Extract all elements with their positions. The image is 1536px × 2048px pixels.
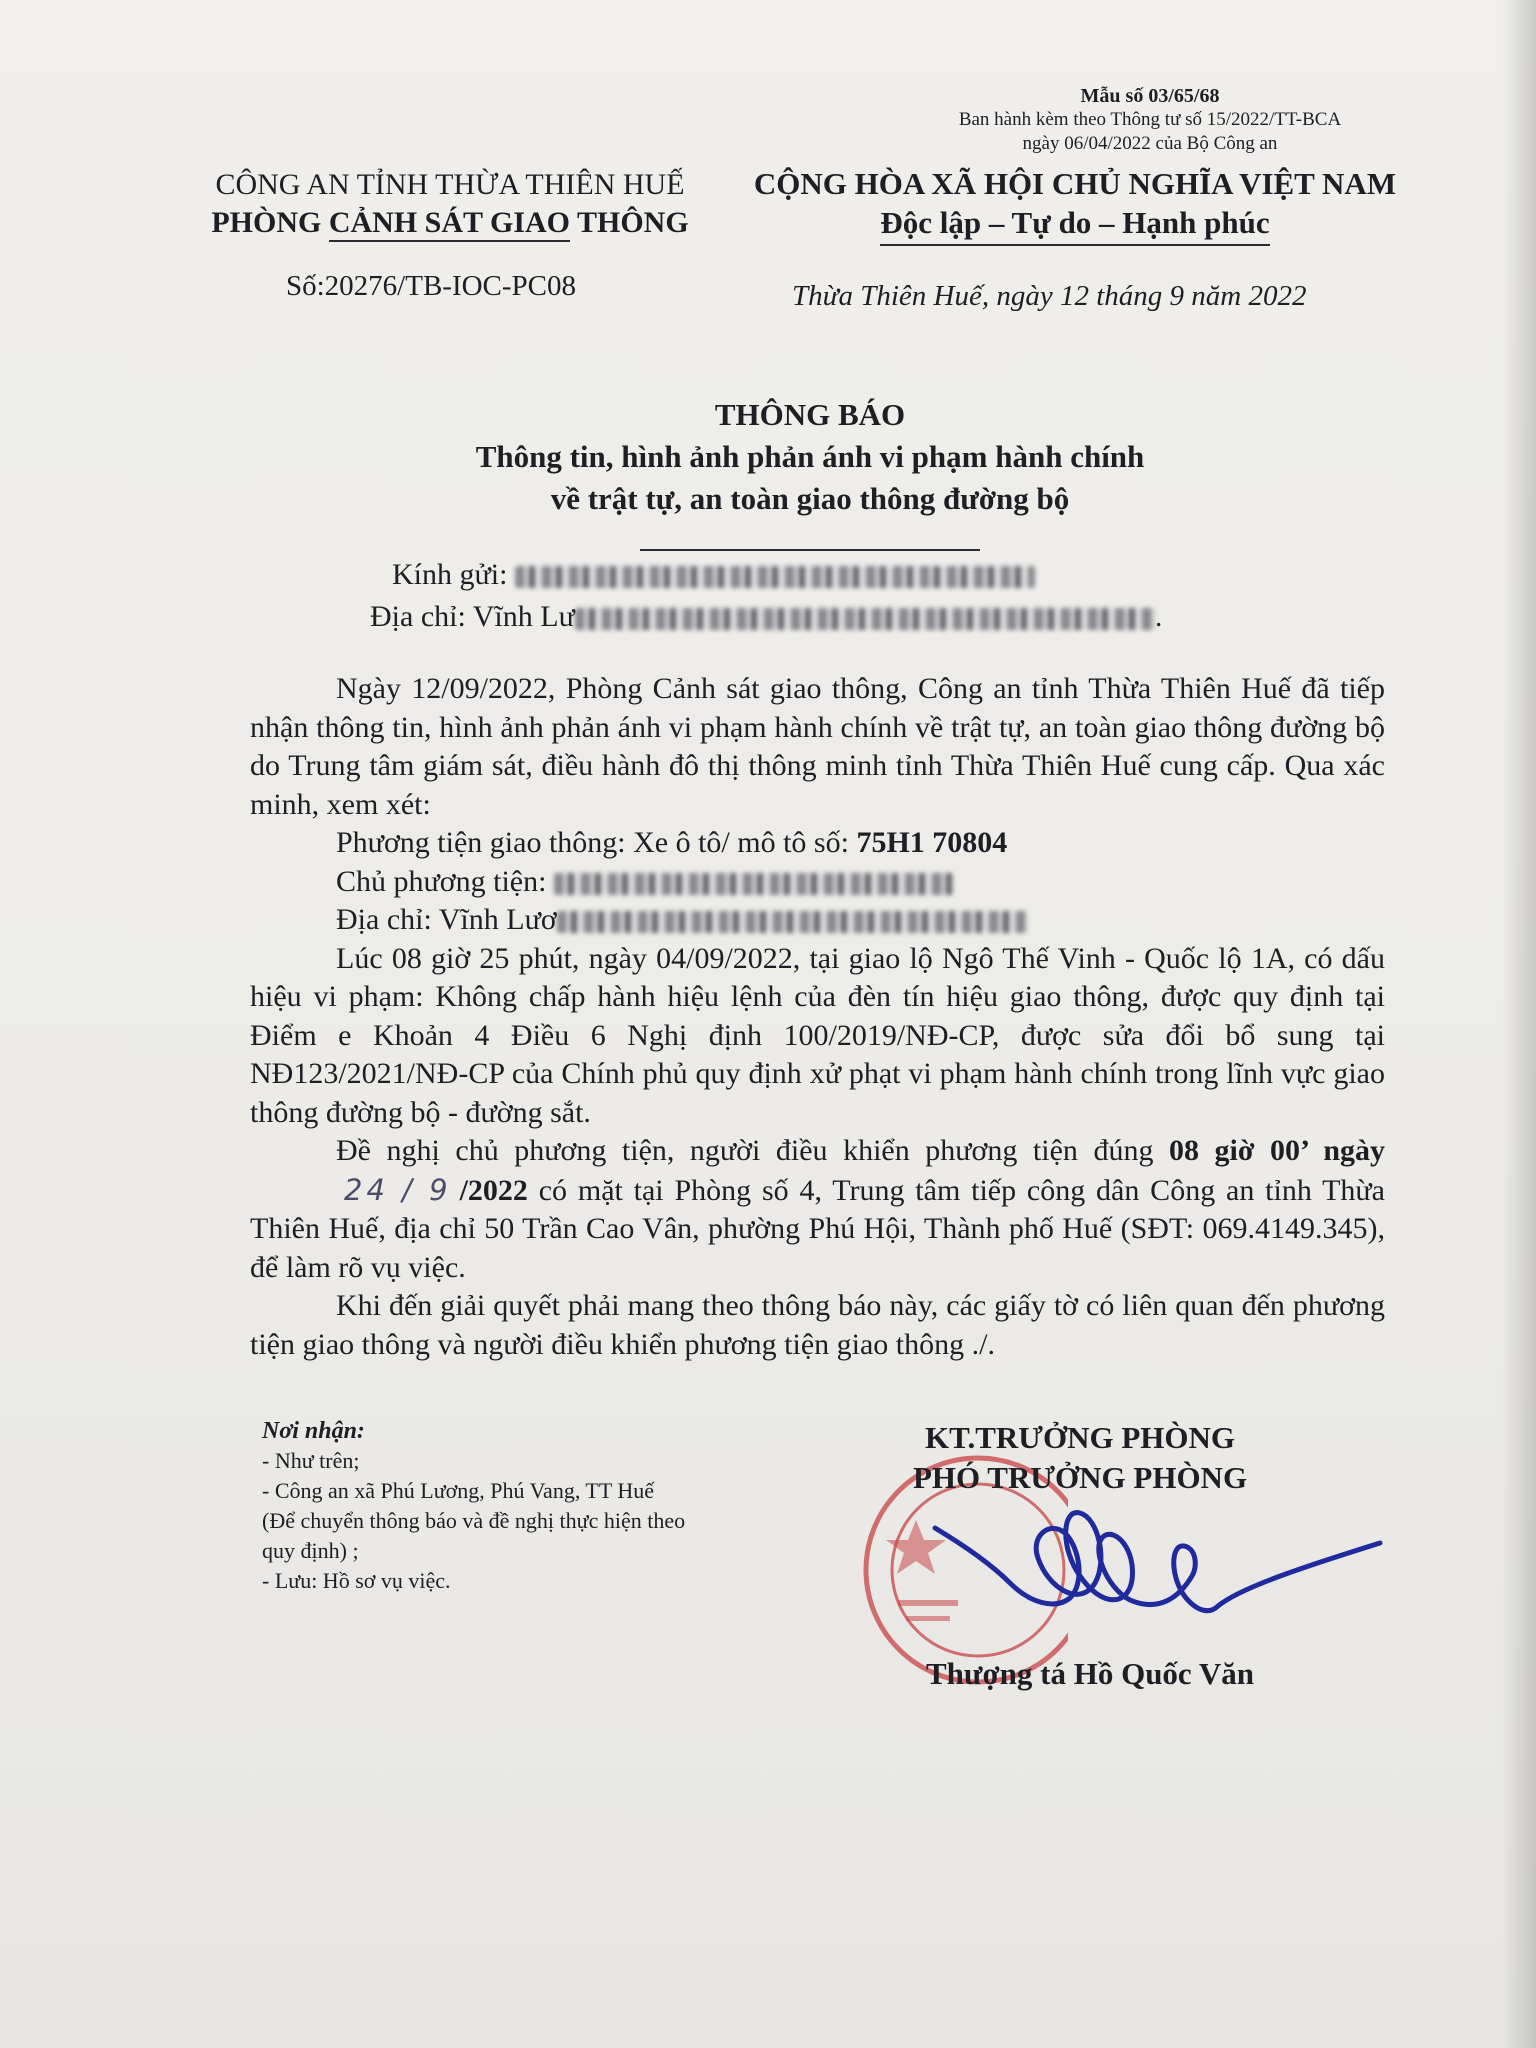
owner-address-line [250,901,1385,940]
para3-year: /2022 [459,1173,528,1207]
national-heading [735,164,1415,246]
document-title [300,394,1320,562]
distribution-item: (Để chuyển thông báo và đề nghị thực hiện theo [262,1508,686,1533]
signature-title [870,1418,1290,1498]
distribution-item: - Như trên; [262,1448,360,1473]
issuing-agency [170,166,730,242]
recipient-address-end: . [1154,600,1163,633]
owner-line [250,863,1385,902]
redacted-recipient-name [515,566,1035,588]
recipient-address [370,596,1162,638]
agency-unit-suffix: THÔNG [570,206,689,239]
redacted-recipient-address [575,608,1155,630]
distribution-list [262,1416,822,1596]
distribution-item: - Công an xã Phú Lương, Phú Vang, TT Huế [262,1478,655,1503]
nation-name: CỘNG HÒA XÃ HỘI CHỦ NGHĨA VIỆT NAM [753,166,1397,201]
body-paragraph-2: Lúc 08 giờ 25 phút, ngày 04/09/2022, tại giao lộ Ngô Thế Vinh - Quốc lộ 1A, có dấu hiệu vi phạm: Không chấp hành hiệu lệnh của đèn tín hiệu giao thông, được quy định tại Điểm e Khoản 4 Điều 6 Nghị định 100/2019/NĐ-CP, được sửa đổi bổ sung tại NĐ123/2021/NĐ-CP của Chính phủ quy định xử phạt vi phạm hành chính trong lĩnh vực giao thông đường bộ - đường sắt. [250,941,1385,1129]
para3-start: Đề nghị chủ phương tiện, người điều khiển phương tiện đúng [336,1134,1169,1167]
title-underline [640,549,980,551]
agency-unit-prefix: PHÒNG [211,206,329,239]
agency-unit-underlined: CẢNH SÁT GIAO [329,206,570,242]
handwritten-signature [880,1488,1400,1638]
owner-address-label: Địa chỉ: Vĩnh Lươ [336,903,557,936]
recipient-to [392,554,1162,596]
vehicle-label: Phương tiện giao thông: Xe ô tô/ mô tô số: [336,826,857,859]
redacted-owner-name [554,873,954,895]
vehicle-plate: 75H1 70804 [856,826,1008,859]
agency-parent: CÔNG AN TỈNH THỪA THIÊN HUẾ [215,168,685,201]
nation-motto: Độc lập – Tự do – Hạnh phúc [880,203,1269,246]
title-line2: về trật tự, an toàn giao thông đường bộ [550,481,1070,516]
distribution-item: - Lưu: Hồ sơ vụ việc. [262,1568,451,1593]
redacted-owner-address [557,911,1027,933]
body-paragraph-3 [250,1132,1385,1287]
agency-unit [170,204,730,242]
form-issued-with: Ban hành kèm theo Thông tư số 15/2022/TT-BCA [958,109,1342,130]
recipient-address-label: Địa chỉ: Vĩnh Lư [370,600,575,633]
recipient-block [370,554,1163,638]
page-edge-shadow [1502,0,1536,2048]
para3-end: có mặt tại Phòng số 4, Trung tâm tiếp công dân Công an tỉnh Thừa Thiên Huế, địa chỉ 50 Trần Cao Vân, phường Phú Hội, Thành phố Huế (SĐT: 069.4149.345), để làm rõ vụ việc. [250,1173,1385,1284]
para3-time: 08 giờ 00’ ngày [1169,1134,1385,1167]
place-date: Thừa Thiên Huế, ngày 12 tháng 9 năm 2022 [792,280,1307,312]
form-code: Mẫu số 03/65/68 [1080,85,1220,107]
owner-label: Chủ phương tiện: [336,864,554,898]
title-main: THÔNG BÁO [714,397,906,432]
signature-line-2: PHÓ TRƯỞNG PHÒNG [912,1460,1248,1495]
document-body [250,670,1385,1364]
form-issued-date: ngày 06/04/2022 của Bộ Công an [1022,133,1278,154]
signer-name: Thượng tá Hồ Quốc Văn [925,1656,1255,1691]
vehicle-line [250,824,1385,863]
distribution-item: quy định) ; [262,1538,359,1563]
title-line1: Thông tin, hình ảnh phản ánh vi phạm hành chính [475,439,1145,474]
form-reference [880,84,1420,156]
distribution-heading: Nơi nhận: [262,1418,365,1444]
signature-line-1: KT.TRƯỞNG PHÒNG [925,1420,1235,1455]
body-paragraph-4: Khi đến giải quyết phải mang theo thông báo này, các giấy tờ có liên quan đến phương tiện giao thông và người điều khiển phương tiện giao thông ./. [250,1289,1385,1361]
handwritten-date: 24 / 9 [344,1172,452,1207]
body-paragraph-1: Ngày 12/09/2022, Phòng Cảnh sát giao thông, Công an tỉnh Thừa Thiên Huế đã tiếp nhận thông tin, hình ảnh phản ánh vi phạm hành chính về trật tự, an toàn giao thông đường bộ do Trung tâm giám sát, điều hành đô thị thông minh tỉnh Thừa Thiên Huế cung cấp. Qua xác minh, xem xét: [250,672,1385,821]
recipient-to-label: Kính gửi: [392,558,508,591]
document-number: Số:20276/TB-IOC-PC08 [286,270,577,302]
